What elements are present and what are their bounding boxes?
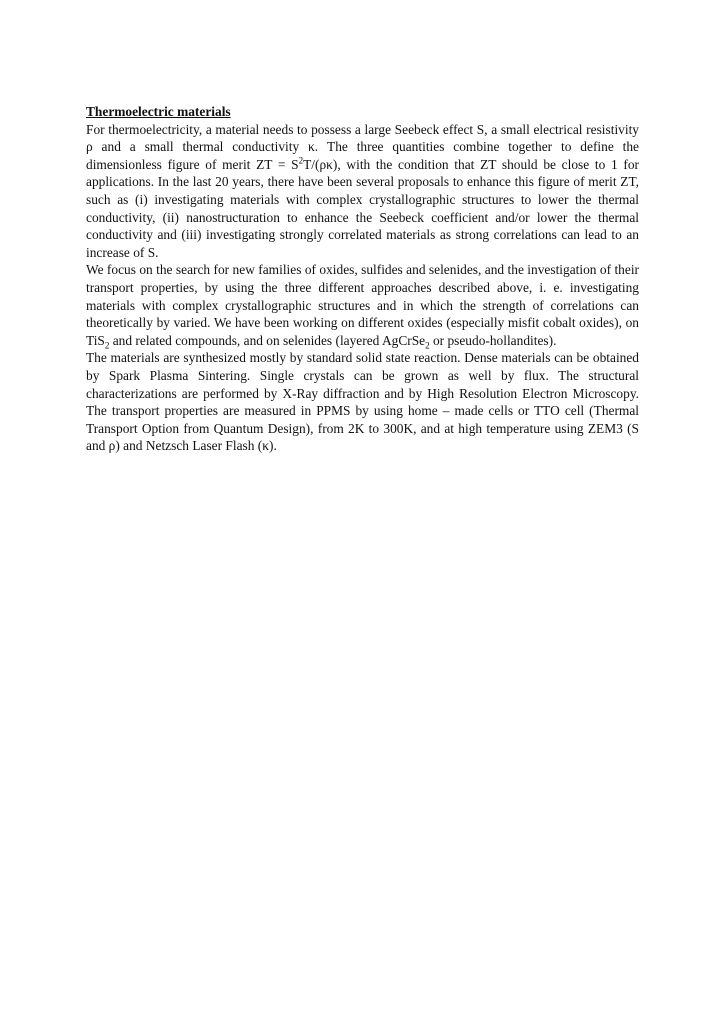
section-heading: Thermoelectric materials xyxy=(86,104,231,119)
subscript-agcrse2: 2 xyxy=(425,340,430,351)
subscript-tis2: 2 xyxy=(104,340,110,351)
paragraph-synthesis-methods: The materials are synthesized mostly by standard solid state reaction. Dense materials can be obtained by Spark Plasma Sintering. Single crystals can be grown as well by flux. The structural characterizations are performed by X-Ray diffraction and by High Resolution Electron Microscopy. The transport properties are measured in PPMS by using home – made cells or TTO cell (Thermal Transport Option from Quantum Design), from 2K to 300K, and at high temperature using ZEM3 (S and ρ) and Netzsch Laser Flash (κ). xyxy=(86,350,639,454)
paragraph-research-focus xyxy=(86,261,639,349)
paragraph-2-text-b: and related compounds, and on selenides (layered AgCrSe xyxy=(109,332,426,348)
paragraph-1-text-a: For thermoelectricity, a material needs to possess a large Seebeck effect S, a small electrical resistivity ρ and a small thermal conductivity κ. The three quantities combine together to define the dimensionless figure of merit ZT = S xyxy=(86,121,639,172)
paragraph-figure-of-merit xyxy=(86,121,639,262)
document-body xyxy=(86,103,639,455)
paragraph-1-text-b: T/(ρκ), with the condition that ZT should be close to 1 for applications. In the last 20 years, there have been several proposals to enhance this figure of merit ZT, such as (i) investigating materials with complex crystallographic structures to lower the thermal conductivity, (ii) nanostructuration to enhance the Seebeck coefficient and/or lower the thermal conductivity and (iii) investigating strongly correlated materials as strong correlations can lead to an increase of S. xyxy=(86,156,640,260)
paragraph-2-text-a: We focus on the search for new families of oxides, sulfides and selenides, and the investigation of their transport properties, by using the three different approaches described above, i. e. investigating materials with complex crystallographic structures and in which the strength of correlations can theoretically by varied. We have been working on different oxides (especially misfit cobalt oxides), on TiS xyxy=(86,262,639,348)
superscript-2: 2 xyxy=(298,155,304,166)
paragraph-2-text-c: or pseudo-hollandites). xyxy=(429,332,557,348)
